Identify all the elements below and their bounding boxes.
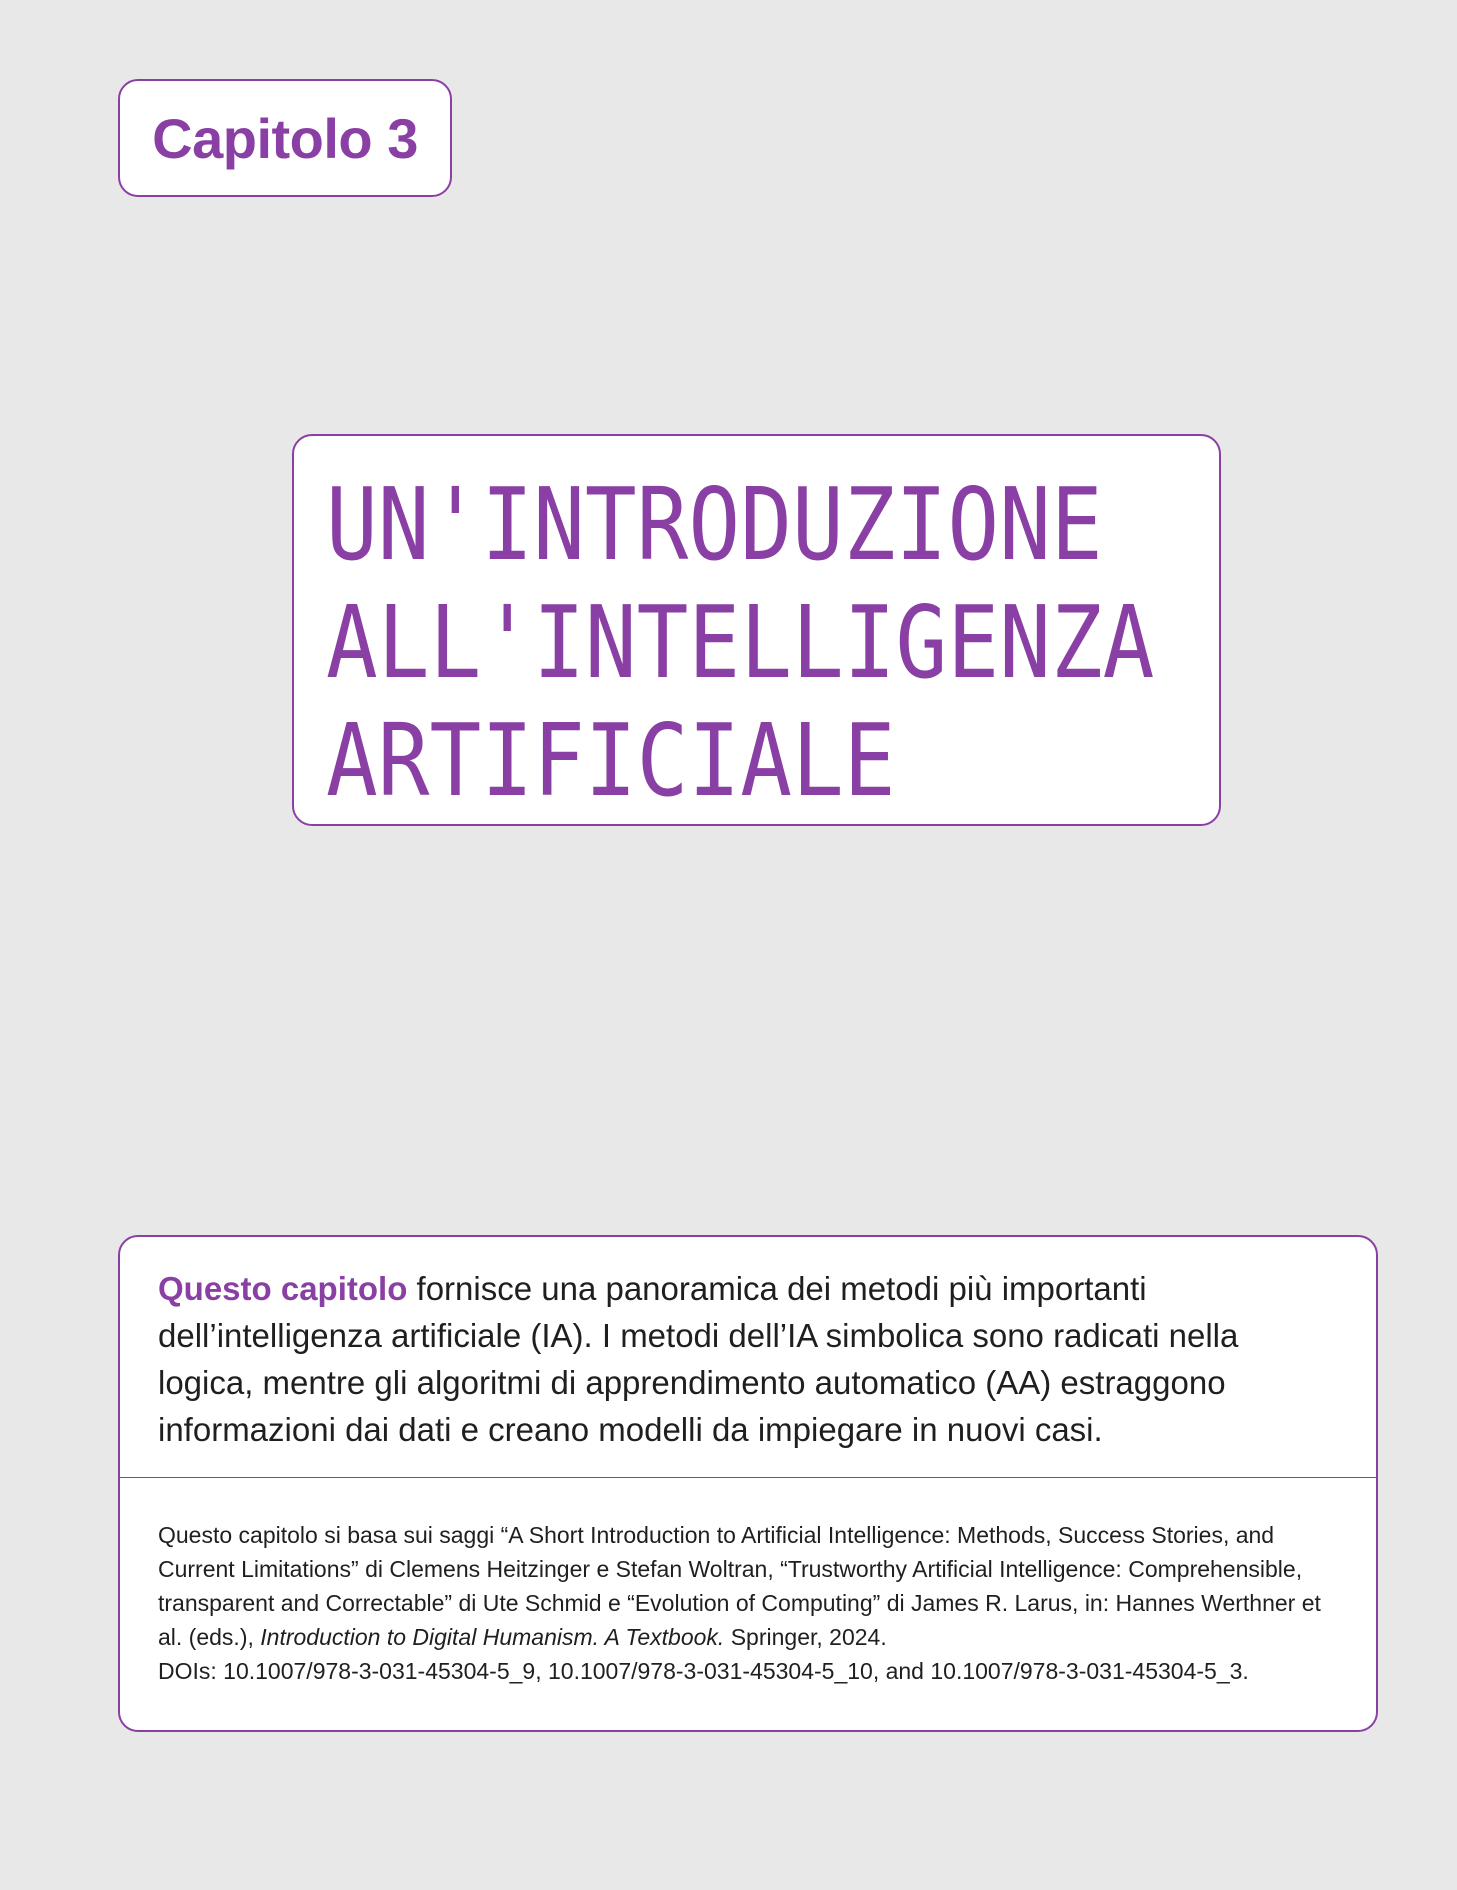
- source-book-title: Introduction to Digital Humanism. A Textbook.: [260, 1624, 725, 1650]
- chapter-title-line-2: ALL'INTELLIGENZA: [326, 584, 1155, 701]
- chapter-abstract: [120, 1237, 1376, 1477]
- source-note: [120, 1478, 1376, 1688]
- abstract-body: fornisce una panoramica dei metodi più importanti dell’intelligenza artificiale (IA). I metodi dell’IA simbolica sono radicati nella logica, mentre gli algoritmi di apprendimento automatico (AA) estraggono informazioni dai dati e creano modelli da impiegare in nuovi casi.: [158, 1270, 1239, 1448]
- chapter-title-line-1: UN'INTRODUZIONE: [326, 466, 1103, 583]
- abstract-lead: Questo capitolo: [158, 1270, 408, 1307]
- chapter-title-line-3: ARTIFICIALE: [326, 702, 896, 819]
- chapter-label-box: [118, 79, 452, 197]
- source-dois: DOIs: 10.1007/978-3-031-45304-5_9, 10.1007/978-3-031-45304-5_10, and 10.1007/978-3-031-45304-5_3.: [158, 1658, 1249, 1684]
- source-text: Questo capitolo si basa sui saggi “A Short Introduction to Artificial Intelligence: Methods, Success Stories, and Current Limitations” di Clemens Heitzinger e Stefan Woltran, “Trustworthy Artificial Intelligence: Comprehensible, transparent and Correctable” di Ute Schmid e “Evolution of Computing” di James R. Larus, in: Hannes Werthner et al. (eds.),: [158, 1522, 1321, 1650]
- source-publisher: Springer, 2024.: [724, 1624, 887, 1650]
- chapter-summary-box: [118, 1235, 1378, 1732]
- chapter-title-box: [292, 434, 1221, 826]
- chapter-label: Capitolo 3: [152, 106, 418, 170]
